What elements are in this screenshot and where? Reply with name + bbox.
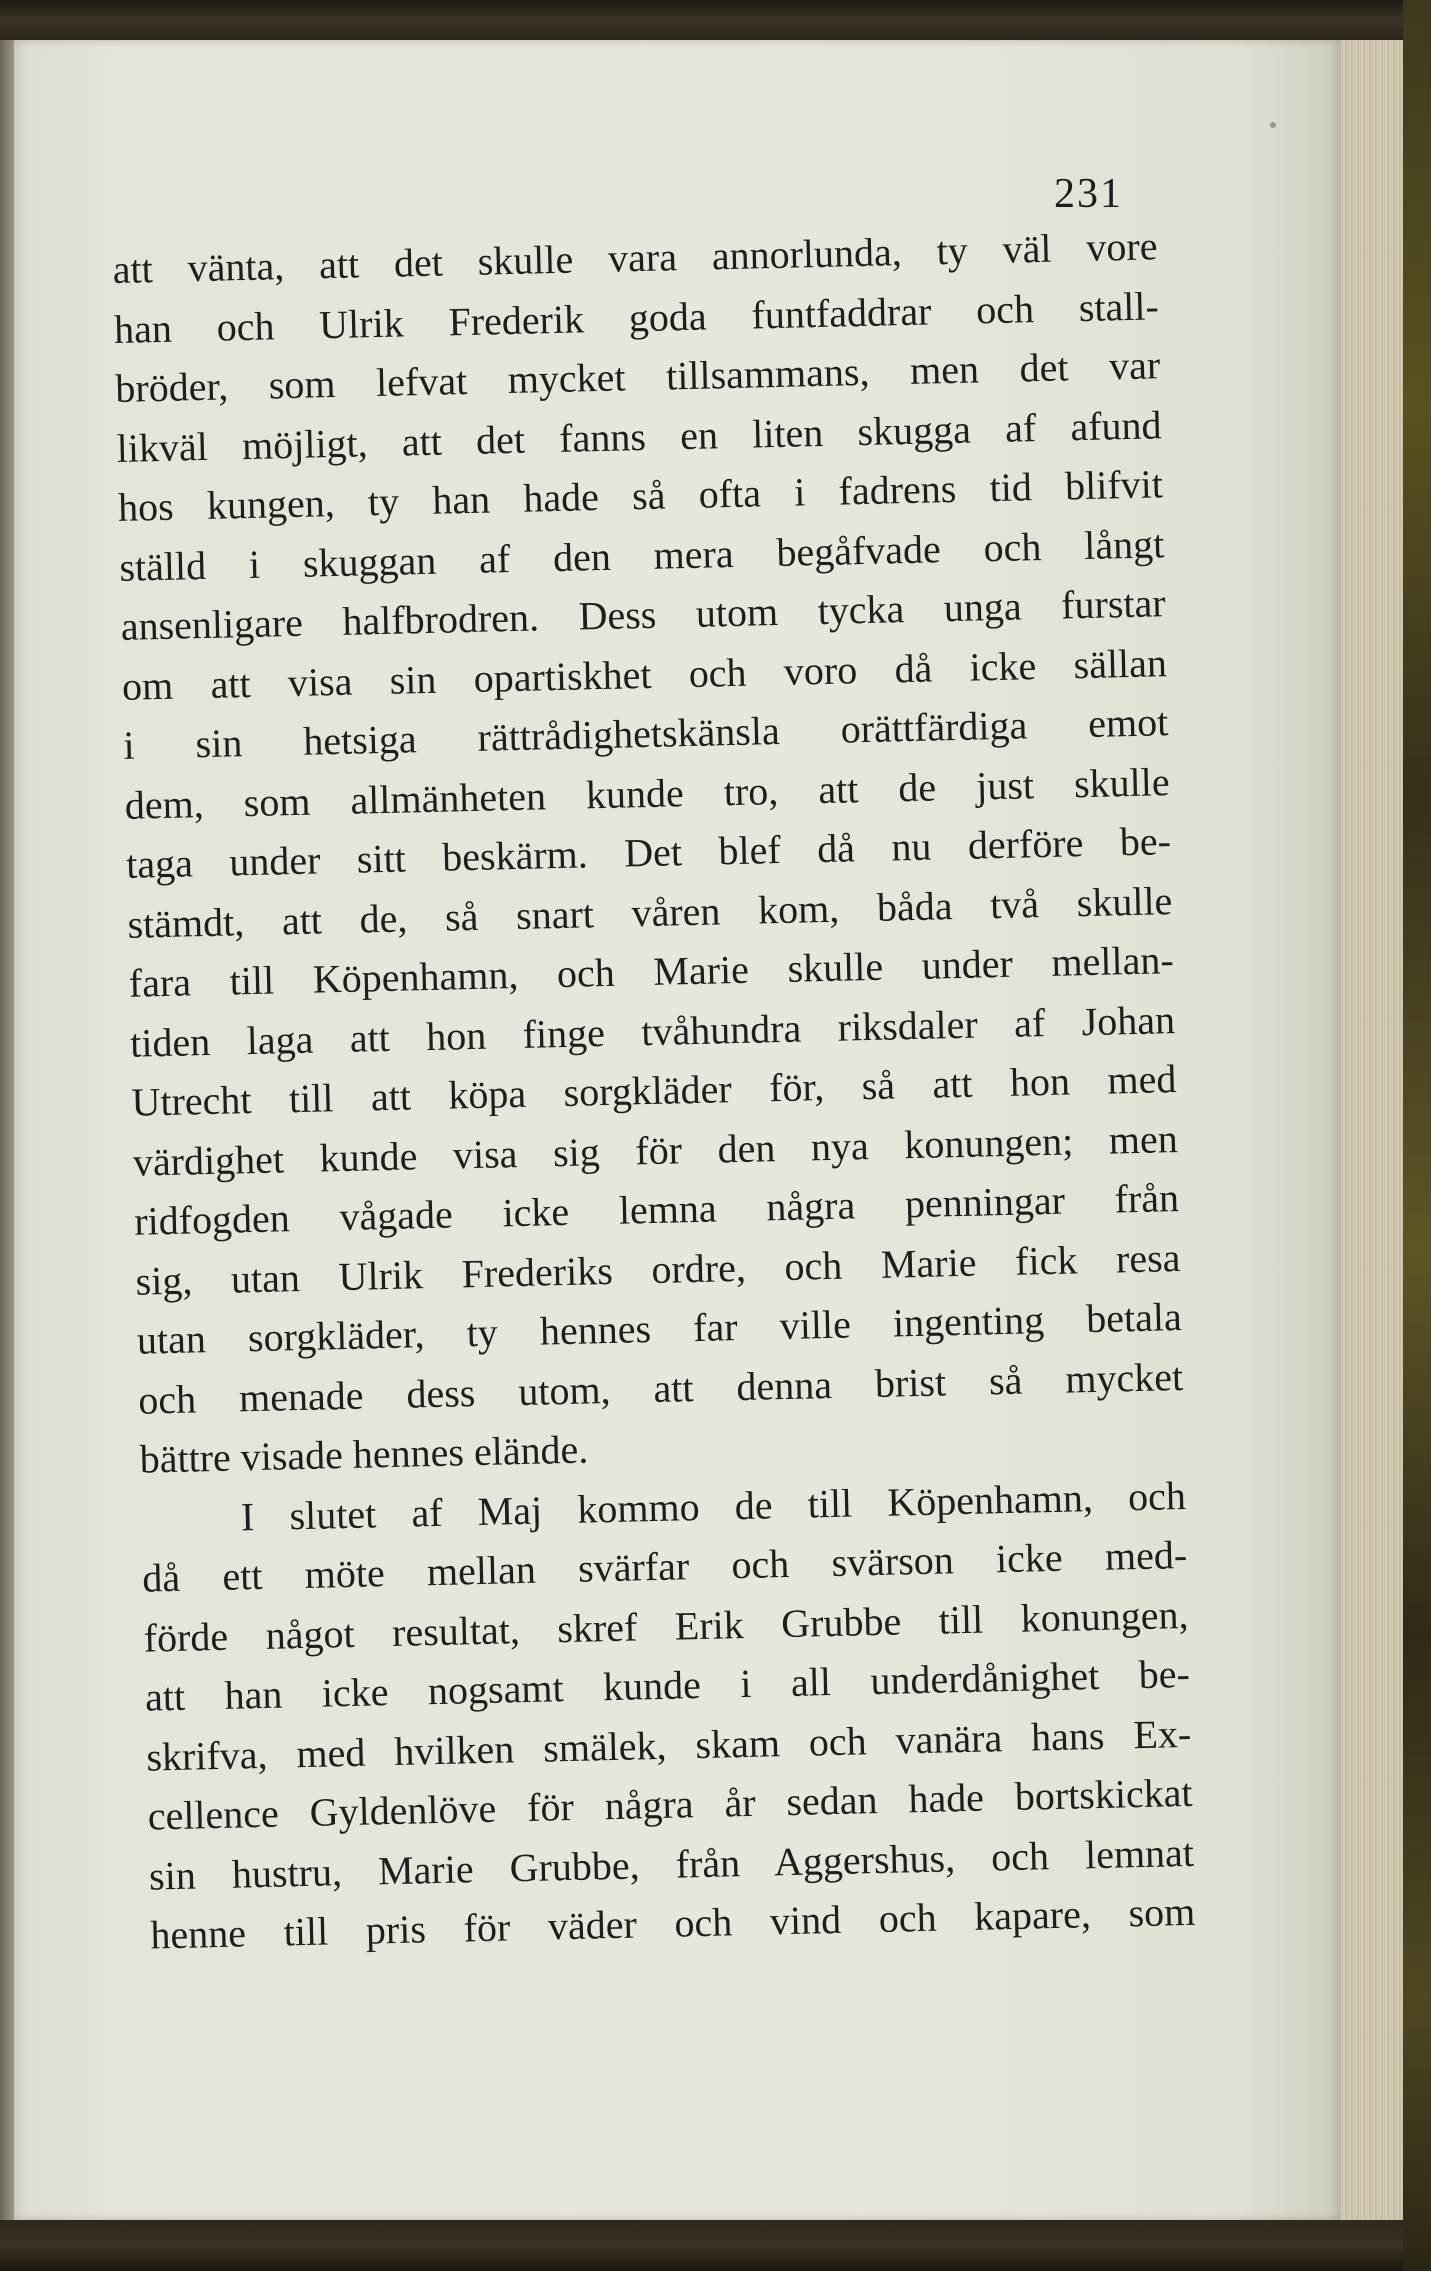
page-number: 231 — [1054, 171, 1123, 217]
text-line: om att visa sin opartiskhet och voro då icke sällan — [121, 639, 1168, 709]
text-line: att han icke nogsamt kunde i all underdånighet be- — [144, 1650, 1191, 1720]
text-line: tiden laga att hon finge tvåhundra riksdaler af Johan — [129, 996, 1176, 1066]
text-line: Utrecht till att köpa sorgkläder för, så att hon med — [131, 1056, 1177, 1125]
text-line: värdighet kunde visa sig för den nya konungen; men — [132, 1115, 1179, 1185]
paragraph-start-line: I slutet af Maj kommo de till Köpenhamn, och — [240, 1472, 1187, 1539]
text-line: utan sorgkläder, ty hennes far ville ingenting betala — [136, 1294, 1183, 1363]
text-line: sig, utan Ulrik Frederiks ordre, och Marie fick resa — [135, 1234, 1181, 1304]
text-line: likväl möjligt, att det fanns en liten skugga af afund — [116, 401, 1162, 471]
text-line: bröder, som lefvat mycket tillsammans, men det var — [114, 342, 1161, 411]
text-line: dem, som allmänheten kunde tro, att de just skulle — [124, 758, 1171, 828]
text-line: och menade dess utom, att denna brist så mycket — [137, 1353, 1184, 1423]
text-line: ansenligare halfbrodren. Dess utom tycka unga furstar — [120, 580, 1167, 649]
text-line: skrifva, med hvilken smälek, skam och vanära hans Ex- — [145, 1710, 1192, 1780]
text-line: taga under sitt beskärm. Det blef då nu derföre be- — [125, 818, 1172, 887]
text-line: då ett möte mellan svärfar och svärson icke med- — [141, 1531, 1188, 1601]
text-line: förde något resultat, skref Erik Grubbe till konungen, — [143, 1591, 1189, 1661]
paper-speck — [1270, 122, 1276, 128]
text-line: ridfogden vågade icke lemna några penningar från — [133, 1175, 1180, 1244]
text-line: i sin hetsiga rättrådighetskänsla orättfärdiga emot — [122, 699, 1169, 768]
text-line: ställd i skuggan af den mera begåfvade och långt — [118, 520, 1165, 590]
paragraph-end-line: bättre visade hennes elände. — [139, 1426, 589, 1482]
text-line: sin hustru, Marie Grubbe, från Aggershus, och lemnat — [148, 1829, 1195, 1899]
text-line: att vänta, att det skulle vara annorlunda, ty väl vore — [112, 223, 1158, 292]
text-line: fara till Köpenhamn, och Marie skulle under mellan- — [128, 937, 1175, 1006]
body-text — [112, 216, 1196, 1965]
text-line: han och Ulrik Frederik goda funtfaddrar och stall- — [113, 282, 1160, 352]
text-line: henne till pris för väder och vind och kapare, som — [149, 1888, 1196, 1958]
page-left-edge — [0, 40, 14, 2220]
text-line: cellence Gyldenlöve för några år sedan hade bortskickat — [147, 1769, 1194, 1839]
page-stack-edge — [1341, 40, 1403, 2220]
book-cover-edge — [1403, 0, 1431, 2271]
text-line: hos kungen, ty han hade så ofta i fadrens tid blifvit — [117, 461, 1164, 530]
text-line: stämdt, att de, så snart våren kom, båda två skulle — [127, 877, 1173, 947]
